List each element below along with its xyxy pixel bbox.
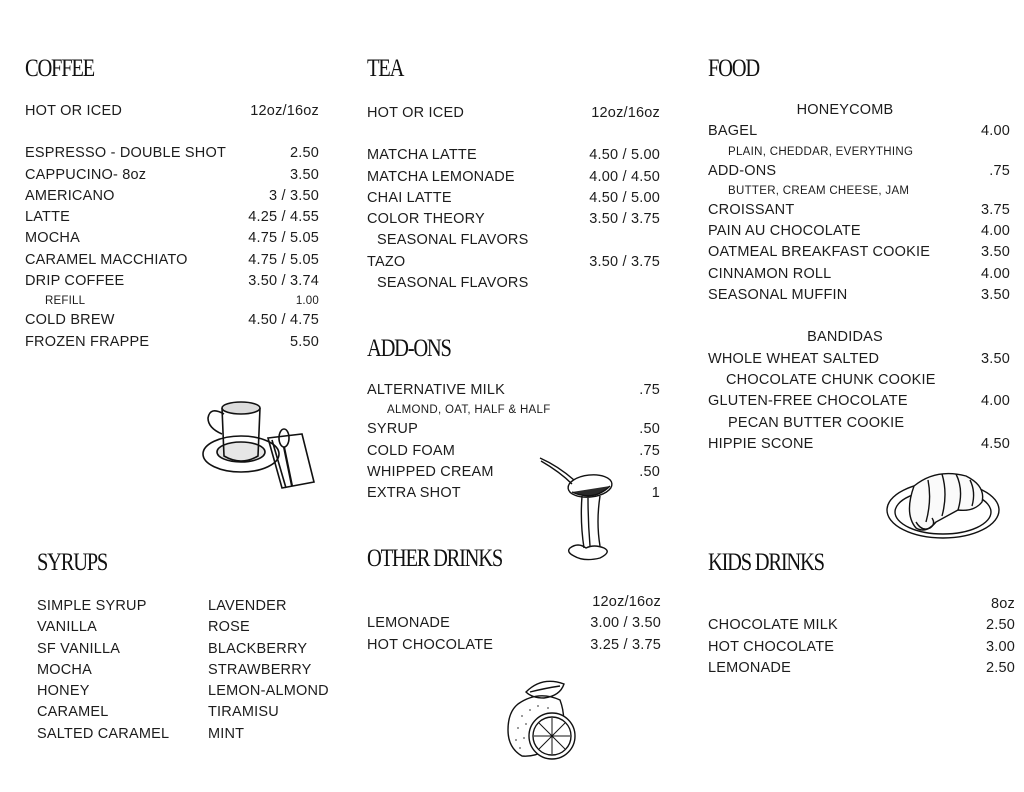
coffee-section <box>25 54 319 353</box>
item-price: 3 / 3.50 <box>269 187 319 204</box>
item-price: 4.00 <box>980 265 1010 282</box>
item-price: .75 <box>989 162 1010 179</box>
menu-item <box>708 391 1010 412</box>
syrup-item: BLACKBERRY <box>208 640 308 657</box>
menu-item <box>708 285 1010 306</box>
item-price: 3.50 / 3.75 <box>589 211 660 228</box>
menu-item <box>367 209 660 230</box>
item-note: CHOCOLATE CHUNK COOKIE <box>726 371 936 388</box>
other-drinks-sizes <box>367 592 661 613</box>
item-name: MATCHA LEMONADE <box>367 168 515 185</box>
menu-item <box>367 188 660 209</box>
lemon-icon <box>502 676 584 771</box>
menu-item <box>708 658 1015 679</box>
coffee-title: COFFEE <box>25 55 94 82</box>
item-price: 4.75 / 5.05 <box>248 230 319 247</box>
item-note: BUTTER, CREAM CHEESE, JAM <box>728 184 910 197</box>
item-name: FROZEN FRAPPE <box>25 333 150 350</box>
kids-drinks-section <box>708 548 1015 679</box>
item-name: HIPPIE SCONE <box>708 435 814 452</box>
item-name: PAIN AU CHOCOLATE <box>708 223 861 240</box>
menu-item <box>708 349 1010 370</box>
coffee-size-header <box>25 101 319 122</box>
menu-item <box>367 380 660 401</box>
item-price: .75 <box>639 442 660 459</box>
item-price: 3.50 / 3.74 <box>248 273 319 290</box>
item-name: MATCHA LATTE <box>367 147 477 164</box>
item-name: LEMONADE <box>708 659 791 676</box>
menu-item <box>25 310 319 331</box>
item-name: HOT CHOCOLATE <box>708 638 835 655</box>
item-name: SEASONAL MUFFIN <box>708 287 848 304</box>
syrup-item: SIMPLE SYRUP <box>37 598 147 614</box>
item-name: WHIPPED CREAM <box>367 463 494 480</box>
item-name: SYRUP <box>367 421 418 438</box>
menu-item <box>708 200 1010 221</box>
size-header-label: HOT OR ICED <box>367 105 464 121</box>
menu-item <box>708 264 1010 285</box>
menu-item <box>25 228 319 249</box>
item-note: SEASONAL FLAVORS <box>377 275 529 292</box>
item-price: 3.00 <box>985 638 1015 655</box>
item-name: LATTE <box>25 209 71 226</box>
menu-item <box>367 613 661 634</box>
item-price: .50 <box>639 421 660 438</box>
item-name: GLUTEN-FREE CHOCOLATE <box>708 393 908 410</box>
item-name: ESPRESSO - DOUBLE SHOT <box>25 145 226 162</box>
honey-spoon-icon <box>538 452 618 569</box>
syrup-item: ROSE <box>208 619 250 636</box>
syrup-item: MINT <box>208 725 245 742</box>
item-price: 1.00 <box>295 295 319 308</box>
tea-title: TEA <box>367 55 404 82</box>
item-price: 3.25 / 3.75 <box>590 636 661 653</box>
item-price: 2.50 <box>985 659 1015 676</box>
item-note: ALMOND, OAT, HALF & HALF <box>387 404 551 417</box>
syrup-item: TIRAMISU <box>208 704 279 721</box>
item-note: PLAIN, CHEDDAR, EVERYTHING <box>728 145 914 158</box>
size-header-sizes: 8oz <box>991 596 1015 612</box>
item-name: CROISSANT <box>708 201 795 218</box>
item-price: 3.50 <box>980 244 1010 261</box>
item-name: BAGEL <box>708 123 758 140</box>
item-price: 1 <box>651 485 660 502</box>
other-drinks-title: OTHER DRINKS <box>367 545 503 572</box>
menu-item <box>367 419 660 440</box>
food-section <box>708 54 1010 455</box>
item-name: REFILL <box>45 295 86 308</box>
item-name: MOCHA <box>25 230 80 247</box>
item-price: 3.50 <box>980 350 1010 367</box>
item-price: 4.25 / 4.55 <box>248 209 319 226</box>
menu-item <box>708 121 1010 142</box>
item-name: AMERICANO <box>25 187 115 204</box>
bandidas-label: BANDIDAS <box>807 329 883 346</box>
menu-item <box>367 635 661 656</box>
item-name: EXTRA SHOT <box>367 485 461 502</box>
item-price: 3.50 / 3.75 <box>589 253 660 270</box>
menu-item <box>367 252 660 273</box>
syrup-item: MOCHA <box>37 661 92 678</box>
syrup-item: SALTED CARAMEL <box>37 725 170 742</box>
item-name: HOT CHOCOLATE <box>367 636 494 653</box>
item-price: 4.50 <box>980 435 1010 452</box>
item-price: 4.00 <box>980 223 1010 240</box>
size-header-sizes: 12oz/16oz <box>592 594 661 610</box>
item-name: COLD BREW <box>25 312 115 329</box>
item-name: ALTERNATIVE MILK <box>367 382 506 398</box>
menu-item <box>25 332 319 353</box>
item-price: 2.50 <box>289 145 319 162</box>
item-note: PECAN BUTTER COOKIE <box>728 414 905 431</box>
menu-item <box>367 145 660 166</box>
item-note: SEASONAL FLAVORS <box>377 232 529 249</box>
item-name: COLOR THEORY <box>367 211 485 228</box>
kids-drinks-title: KIDS DRINKS <box>708 549 824 576</box>
syrup-item: LEMON-ALMOND <box>208 683 329 700</box>
item-name: CINNAMON ROLL <box>708 265 832 282</box>
syrup-item: SF VANILLA <box>37 640 121 657</box>
menu-item <box>25 186 319 207</box>
item-price: 4.00 <box>980 123 1010 140</box>
syrup-item: CARAMEL <box>37 704 109 721</box>
kids-drinks-sizes <box>708 594 1015 615</box>
menu-item <box>708 434 1010 455</box>
menu-item <box>708 615 1015 636</box>
item-price: 5.50 <box>289 333 319 350</box>
item-price: 2.50 <box>985 617 1015 634</box>
menu-item <box>25 250 319 271</box>
menu-item <box>25 271 319 292</box>
item-name: ADD-ONS <box>708 162 777 179</box>
item-price: 4.50 / 4.75 <box>248 312 319 329</box>
syrups-section <box>37 548 357 745</box>
food-title: FOOD <box>708 55 759 82</box>
item-price: 3.00 / 3.50 <box>590 615 661 632</box>
croissant-icon <box>886 466 1004 547</box>
menu-item <box>708 221 1010 242</box>
menu-item <box>25 143 319 164</box>
honeycomb-label: HONEYCOMB <box>796 102 894 118</box>
size-header-sizes: 12oz/16oz <box>591 105 660 121</box>
tea-size-header <box>367 103 660 124</box>
syrup-item: VANILLA <box>37 619 97 636</box>
item-name: TAZO <box>367 253 406 270</box>
item-name: WHOLE WHEAT SALTED <box>708 350 880 367</box>
item-price: 4.75 / 5.05 <box>248 251 319 268</box>
coffee-cup-icon <box>196 394 326 499</box>
size-header-sizes: 12oz/16oz <box>250 103 319 119</box>
item-name: CHOCOLATE MILK <box>708 617 838 634</box>
item-price: 4.00 / 4.50 <box>589 168 660 185</box>
menu-item <box>708 637 1015 658</box>
menu-item <box>367 167 660 188</box>
syrups-title: SYRUPS <box>37 549 108 576</box>
menu-item <box>708 161 1010 182</box>
item-name: CARAMEL MACCHIATO <box>25 251 188 268</box>
item-name: COLD FOAM <box>367 442 455 459</box>
menu-item <box>25 165 319 186</box>
item-price: .50 <box>639 463 660 480</box>
item-price: 3.50 <box>980 287 1010 304</box>
item-name: CHAI LATTE <box>367 189 452 206</box>
size-header-label: HOT OR ICED <box>25 103 122 119</box>
item-price: .75 <box>639 382 660 398</box>
syrup-item: STRAWBERRY <box>208 661 312 678</box>
tea-section <box>367 54 660 294</box>
item-name: CAPPUCINO- 8oz <box>25 166 147 183</box>
menu-item-refill <box>25 292 319 310</box>
item-price: 4.00 <box>980 393 1010 410</box>
item-price: 4.50 / 5.00 <box>589 189 660 206</box>
menu-item <box>25 207 319 228</box>
item-name: LEMONADE <box>367 615 450 632</box>
syrup-item: LAVENDER <box>208 598 287 614</box>
menu-item <box>708 242 1010 263</box>
syrup-item: HONEY <box>37 683 90 700</box>
item-price: 4.50 / 5.00 <box>589 147 660 164</box>
item-name: DRIP COFFEE <box>25 273 125 290</box>
addons-title: ADD-ONS <box>367 335 451 362</box>
item-price: 3.75 <box>980 201 1010 218</box>
item-price: 3.50 <box>289 166 319 183</box>
item-name: OATMEAL BREAKFAST COOKIE <box>708 244 931 261</box>
syrups-list <box>37 596 357 745</box>
